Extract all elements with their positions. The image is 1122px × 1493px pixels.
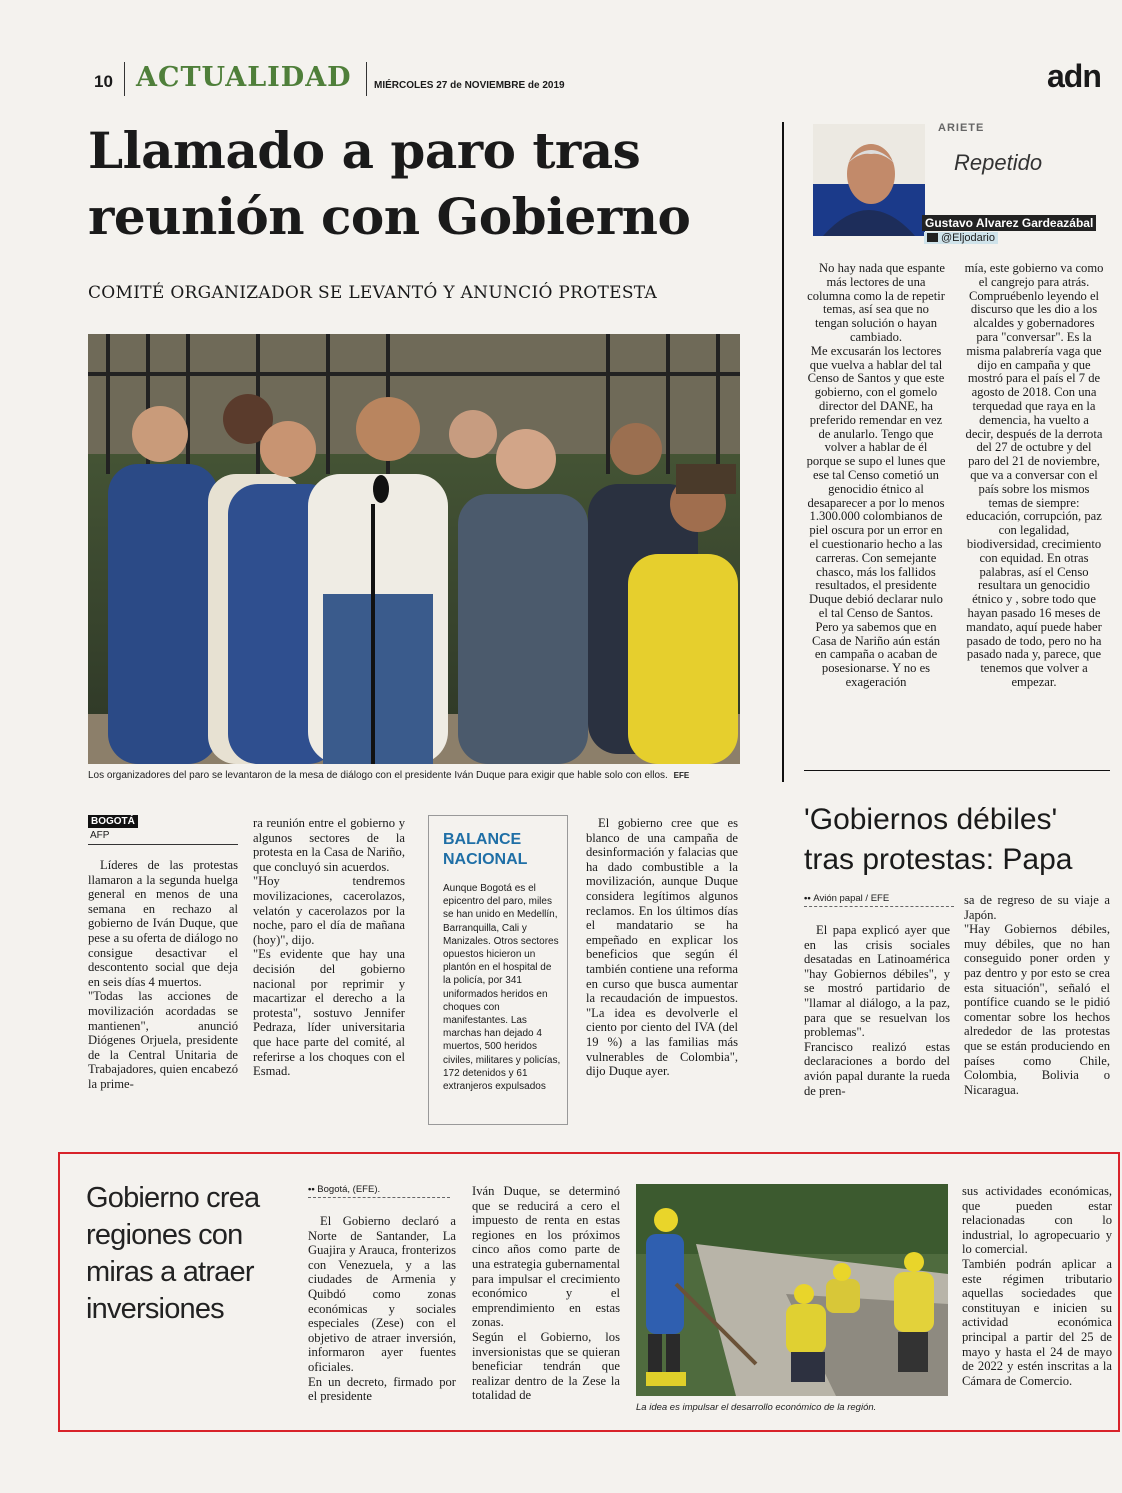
main-headline-line2: reunión con Gobierno — [88, 187, 691, 246]
balance-title-line2: NACIONAL — [443, 851, 528, 868]
regions-dateline-bullet: •• — [308, 1184, 318, 1195]
papa-dateline-bullet: •• — [804, 893, 814, 904]
column-left-rule — [782, 122, 784, 782]
papa-col2: sa de regreso de su viaje a Japón. "Hay Gobiernos débiles, muy débiles, que no han conseguido poner orden y paz dentro y por esto se crea esta situación", señaló el pontífice cuando se le pidió comentar sobre los hechos alrededor de las protestas que se están produciendo en países como Chile, Colombia, Bolivia o Nicaragua. — [964, 893, 1110, 1097]
column-text-col2: mía, este gobierno va como el cangrejo para atrás. Compruébenlo leyendo el discurso que les dio a los alcaldes y gobernadores para "conversar". Es la misma palabrería vaga que dijo en campaña y que mostró para el país el 7 de agosto de 2018. Con una terquedad que raya en la demencia, ha vuelto a decir, después de la derrota del 27 de octubre y del paro del 21 de noviembre, que va a conversar con el país sobre los mismos temas de siempre: educación, corrupción, paz con legalidad, biodiversidad, crecimiento con equidad. En otras palabras, así el Censo resultara un genocidio étnico y , sobre todo que hayan pasado 16 meses de mandato, aquí puede haber pasado de todo, pero no ha pasado nada y, parece, que tenemos que volver a empezar. — [964, 261, 1104, 689]
page-number: 10 — [94, 72, 113, 91]
papa-dateline-text: Avión papal / EFE — [813, 893, 890, 904]
main-photo-caption-text: Los organizadores del paro se levantaron de la mesa de diálogo con el presidente Iván Duque para exigir que hable solo con ellos. — [88, 770, 668, 781]
papa-col1: El papa explicó ayer que en las crisis sociales desatadas en Latinoamérica "hay Gobiernos débiles", y se mostró partidario de "llamar al diálogo, a la paz, para que se resuelvan los problemas". Francisco realizó estas declaraciones a bordo del avión papal durante la rueda de pren- — [804, 923, 950, 1098]
issue-date: MIÉRCOLES 27 de NOVIEMBRE de 2019 — [374, 80, 565, 91]
regions-col1: El Gobierno declaró a Norte de Santander, La Guajira y Arauca, fronterizos con Venezuela, y a las ciudades de Armenia y Quibdó como zonas económicas y sociales especiales (Zese) con el objetivo de atraer inversión, informaron ayer fuentes oficiales. En un decreto, firmado por el presidente — [308, 1214, 456, 1404]
columnist-name: Gustavo Alvarez Gardeazábal — [922, 215, 1096, 231]
regions-col3: sus actividades económicas, que pueden estar relacionadas con lo industrial, lo agropecuario y lo comercial. También podrán aplicar a este régimen tributario aquellas sociedades que constituyan e inicien su actividad económica principal a partir del 25 de mayo y hasta el 24 de mayo de 2022 y estén inscritas a la Cámara de Comercio. — [962, 1184, 1112, 1388]
regions-headline-line2: regiones con — [86, 1219, 243, 1251]
regions-dateline-text: Bogotá, (EFE). — [317, 1184, 381, 1195]
regions-headline-line4: inversiones — [86, 1293, 224, 1325]
columnist-portrait — [813, 124, 925, 236]
regions-photo — [636, 1184, 948, 1396]
main-article-col2: ra reunión entre el gobierno y algunos sectores de la protesta en la Casa de Nariño, que concluyó sin acuerdos. "Hoy tendremos movilizaciones, cacerolazos, velatón y cacerolazos por la noche, paro el día de mañana (hoy)", dijo. "Es evidente que hay una decisión del gobierno nacional por reprimir y macartizar el derecho a la protesta", sostuvo Jennifer Pedraza, líder universitaria que hace parte del comité, al referirse a los choques con el Esmad. — [253, 816, 405, 1079]
main-photo-credit: EFE — [673, 771, 690, 780]
columnist-handle-wrap — [924, 232, 998, 244]
papa-headline-line1: 'Gobiernos débiles' — [804, 803, 1058, 836]
balance-title — [443, 830, 527, 870]
column-bottom-rule — [804, 770, 1110, 771]
papa-headline-line2: tras protestas: Papa — [804, 843, 1073, 876]
main-headline-line1: Llamado a paro tras — [88, 121, 641, 180]
regions-col2: Iván Duque, se determinó que se reducirá a cero el impuesto de renta en estas regiones en los próximos cinco años como parte de una estrategia gubernamental para impulsar el crecimiento económico y el emprendimiento en estas zonas. Según el Gobierno, los inversionistas que se quieran beneficiar tendrán que realizar dentro de la Zese la totalidad de — [472, 1184, 620, 1403]
main-article-col1: Líderes de las protestas llamaron a la segunda huelga general en menos de una semana en rechazo al gobierno de Iván Duque, que pese a su oferta de diálogo no consigue desactivar el descontento social que deja en seis días 4 muertos. "Todas las acciones de movilización acordadas se mantienen", anunció Diógenes Orjuela, presidente de la Central Unitaria de Trabajadores, quien encabezó la prime- — [88, 858, 238, 1091]
regions-headline-line1: Gobierno crea — [86, 1182, 260, 1214]
column-text-col1: No hay nada que espante más lectores de una columna como la de repetir temas, así sea que no tengan solución o hayan cambiado. Me excusarán los lectores que vuelva a hablar del tal Censo de Santos y que este gobierno, con el gomelo director del DANE, ha preferido remendar en vez de anularlo. Tengo que volver a hablar de él porque se supo el lunes que ese tal Censo cometió un genocidio étnico al desaparecer a por lo menos 1.300.000 colombianos de piel oscura por un error en el cuestionario hecho a las carreras. Con semejante chasco, más los fallidos resultados, el presidente Duque debió declarar nulo el tal Censo de Santos. Pero ya sabemos que en Casa de Nariño aún están en campaña o acaban de posesionarse. Y no es exageración — [806, 261, 946, 689]
main-dateline: BOGOTÁ — [88, 815, 138, 828]
main-agency: AFP — [90, 830, 110, 841]
balance-box — [428, 815, 568, 1125]
columnist-photo — [813, 124, 925, 236]
section-label: ACTUALIDAD — [136, 62, 352, 93]
header-divider-left — [124, 62, 125, 96]
regions-photo-caption: La idea es impulsar el desarrollo económico de la región. — [636, 1402, 877, 1413]
protest-leaders-photo — [88, 334, 740, 764]
column-title: Repetido — [954, 150, 1043, 175]
page-header — [84, 58, 1114, 98]
columnist-handle: @Eljodario — [941, 232, 995, 244]
papa-headline — [804, 800, 1114, 880]
regions-headline-line3: miras a atraer — [86, 1256, 254, 1288]
twitter-icon — [927, 233, 938, 242]
road-workers-photo — [636, 1184, 948, 1396]
column-label: ARIETE — [938, 122, 985, 134]
balance-text: Aunque Bogotá es el epicentro del paro, miles se han unido en Medellín, Barranquilla, Cali y Manizales. Otros sectores opuestos hicieron un plantón en el hospital de la policía, por 341 uniformados heridos en choques con manifestantes. Las marchas han dejado 4 muertos, 500 heridos civiles, militares y policías, 172 detenidos y 61 extranjeros expulsados — [443, 883, 561, 1093]
regions-dateline — [308, 1184, 450, 1198]
brand-logo: adn — [1047, 58, 1101, 94]
header-divider-right — [366, 62, 367, 96]
balance-title-line1: BALANCE — [443, 831, 522, 848]
regions-headline — [86, 1180, 296, 1328]
main-photo-caption — [88, 770, 748, 781]
main-headline — [88, 118, 768, 250]
main-photo — [88, 334, 740, 764]
main-article-col4: El gobierno cree que es blanco de una campaña de desinformación y falacias que ha dado combustible a la movilización, aunque Duque considera legítimos algunos reclamos. En los últimos días el mandatario se ha empeñado en explicar los beneficios que según él también contiene una reforma en curso que busca aumentar la recaudación de impuestos. "La idea es devolverle el ciento por ciento del IVA (del 19 %) a las familias más vulnerables de Colombia", dijo Duque ayer. — [586, 816, 738, 1079]
papa-dateline — [804, 893, 954, 907]
main-agency-rule — [88, 844, 238, 845]
main-subhead: COMITÉ ORGANIZADOR SE LEVANTÓ Y ANUNCIÓ PROTESTA — [88, 283, 658, 303]
